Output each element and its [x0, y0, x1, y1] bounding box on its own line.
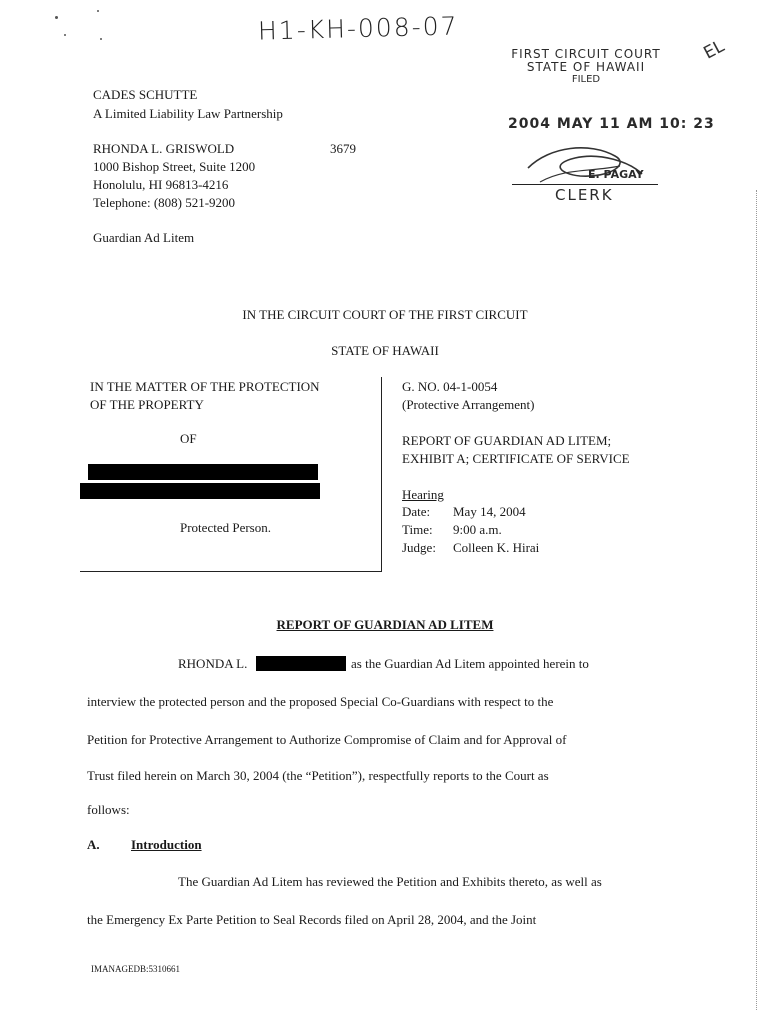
scan-speck — [97, 10, 99, 12]
filed-stamp — [506, 48, 666, 86]
document-title-2: EXHIBIT A; CERTIFICATE OF SERVICE — [402, 451, 630, 466]
hearing-label: Hearing — [402, 487, 444, 502]
stamp-date-time: 2004 MAY 11 AM 10: 23 — [508, 116, 715, 132]
caption-bottom-rule — [80, 571, 382, 572]
clerk-signature-icon — [520, 138, 650, 190]
section-letter: A. — [87, 837, 100, 852]
scan-speck — [64, 34, 66, 36]
hearing-time-value: 9:00 a.m. — [453, 522, 502, 537]
paragraph-2-line-1: The Guardian Ad Litem has reviewed the Petition and Exhibits thereto, as well as — [178, 874, 602, 889]
firm-subtitle: A Limited Liability Law Partnership — [93, 106, 283, 121]
caption-matter-1: IN THE MATTER OF THE PROTECTION — [90, 379, 320, 394]
handwritten-case-number: H1-KH-008-07 — [257, 11, 459, 46]
paragraph-1-line-5: follows: — [87, 802, 130, 817]
stamp-court: FIRST CIRCUIT COURT — [511, 47, 661, 61]
attorney-address-1: 1000 Bishop Street, Suite 1200 — [93, 159, 256, 174]
hearing-date-value: May 14, 2004 — [453, 504, 526, 519]
caption-divider — [381, 377, 382, 572]
scan-speck — [100, 38, 102, 40]
footer-document-id: IMANAGEDB:5310661 — [91, 964, 180, 974]
case-type: (Protective Arrangement) — [402, 397, 535, 412]
paragraph-1-line-4: Trust filed herein on March 30, 2004 (the “Petition”), respectfully reports to the Court as — [87, 768, 549, 783]
corner-mark: EL — [700, 36, 728, 64]
paragraph-1-line-1: as the Guardian Ad Litem appointed herein to — [351, 656, 589, 671]
caption-of: OF — [180, 431, 197, 446]
caption-protected-person: Protected Person. — [180, 520, 271, 535]
paragraph-2-line-2: the Emergency Ex Parte Petition to Seal Records filed on April 28, 2004, and the Joint — [87, 912, 537, 927]
paragraph-1-line-3: Petition for Protective Arrangement to Authorize Compromise of Claim and for Approval of — [87, 732, 567, 747]
redacted-name-line-1 — [88, 464, 318, 480]
caption-matter-2: OF THE PROPERTY — [90, 397, 204, 412]
stamp-filed: FILED — [571, 74, 601, 85]
firm-name: CADES SCHUTTE — [93, 87, 198, 102]
hearing-judge-label: Judge: — [402, 540, 436, 555]
redacted-name-line-2 — [80, 483, 320, 499]
attorney-role: Guardian Ad Litem — [93, 230, 195, 245]
redacted-surname — [256, 656, 346, 671]
report-heading: REPORT OF GUARDIAN AD LITEM — [276, 617, 494, 632]
section-title: Introduction — [131, 837, 202, 852]
paragraph-lead: RHONDA L. — [178, 656, 248, 671]
court-state: STATE OF HAWAII — [331, 343, 439, 358]
hearing-judge-value: Colleen K. Hirai — [453, 540, 540, 555]
court-title: IN THE CIRCUIT COURT OF THE FIRST CIRCUIT — [242, 307, 528, 322]
stamp-signature-line — [512, 184, 658, 185]
stamp-clerk: CLERK — [555, 186, 614, 204]
attorney-address-2: Honolulu, HI 96813-4216 — [93, 177, 229, 192]
scan-edge — [756, 190, 757, 1010]
hearing-date-label: Date: — [402, 504, 431, 519]
case-number: G. NO. 04-1-0054 — [402, 379, 498, 394]
attorney-name: RHONDA L. GRISWOLD — [93, 141, 235, 156]
hearing-time-label: Time: — [402, 522, 433, 537]
attorney-phone: Telephone: (808) 521-9200 — [93, 195, 236, 210]
stamp-state: STATE OF HAWAII — [526, 60, 646, 74]
stamp-signer: E. PAGAY — [588, 168, 644, 181]
paragraph-1-line-2: interview the protected person and the proposed Special Co-Guardians with respect to the — [87, 694, 554, 709]
scan-speck — [55, 16, 58, 19]
document-title-1: REPORT OF GUARDIAN AD LITEM; — [402, 433, 612, 448]
attorney-bar-number: 3679 — [330, 141, 356, 156]
